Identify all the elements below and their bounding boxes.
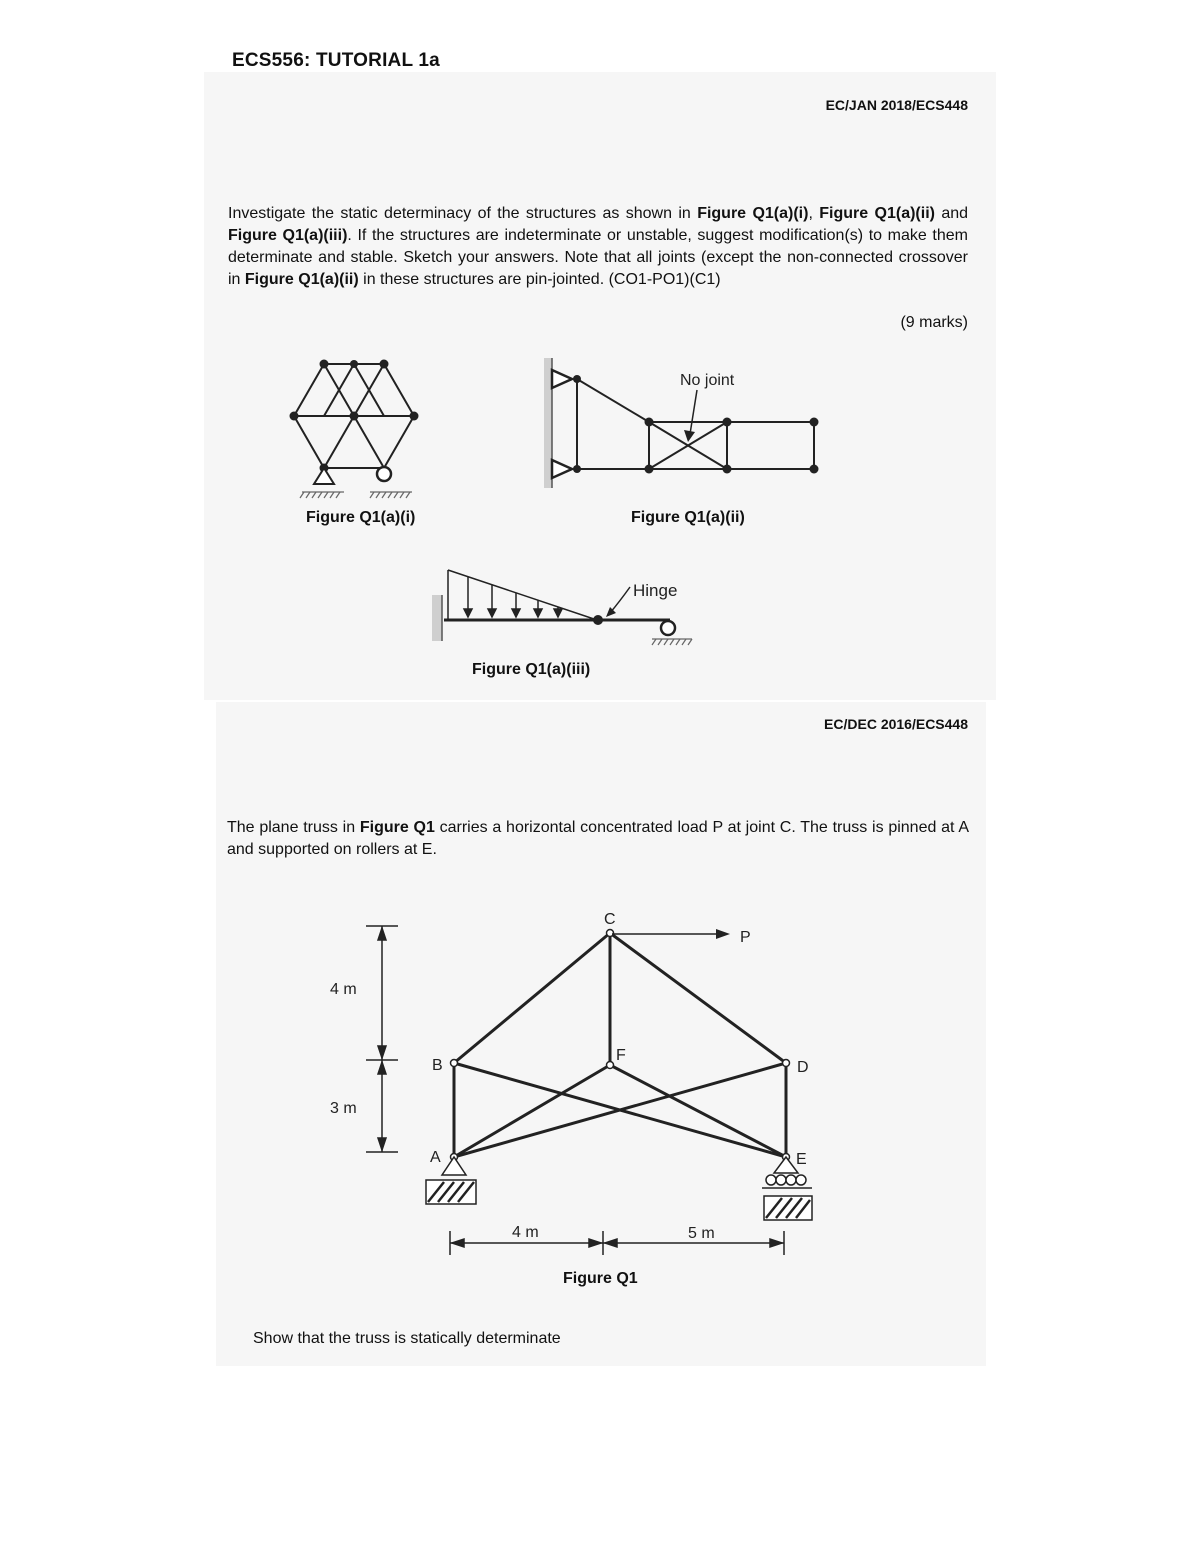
member-CD (610, 933, 786, 1063)
ground-hatch-icon (652, 639, 692, 645)
figure-q1a-i (280, 350, 440, 500)
pin-support-icon (442, 1157, 466, 1175)
pin-support-icon (314, 468, 334, 484)
pin-support-bottom-icon (552, 460, 572, 478)
truss-joints (451, 930, 790, 1161)
member-AF (454, 1065, 610, 1157)
figure-q1a-ii (540, 352, 830, 492)
figure-q1a-i-caption: Figure Q1(a)(i) (306, 509, 416, 526)
figure-q1-truss (320, 900, 840, 1270)
joint-label-C: C (604, 911, 616, 928)
dim-horizontal-left: 4 m (512, 1224, 539, 1241)
joint-label-F: F (616, 1047, 626, 1064)
joint-label-A: A (430, 1149, 441, 1166)
hinge-label: Hinge (633, 581, 678, 600)
ground-hatch-icon (426, 1180, 476, 1204)
distributed-load-arrows (464, 577, 562, 617)
q2-text: The plane truss in Figure Q1 carries a horizontal concentrated load P at joint C. The truss is pinned at A and supported on rollers at E. (227, 819, 970, 858)
roller-support-icon (377, 467, 391, 481)
q1-marks: (9 marks) (900, 314, 968, 331)
dim-horizontal-right: 5 m (688, 1225, 715, 1242)
q1-text: Investigate the static determinacy of the structures as shown in Figure Q1(a)(i), Figure Q1(a)(ii) and Figure Q1(a)(iii). If the structures are indeterminate or unstable, suggest modification(s) to make them determinate and stable. Sketch your answers. Note that all joints (except the non-connected crossover in Figure Q1(a)(ii) in these structures are pin-jointed. (CO1-PO1)(C1) (228, 205, 969, 288)
q2-exam-code: EC/DEC 2016/ECS448 (824, 716, 968, 732)
pointer-arrow-icon (684, 430, 695, 442)
pin-support-top-icon (552, 370, 572, 388)
figure-q1a-iii-caption: Figure Q1(a)(iii) (472, 661, 591, 678)
ground-hatch-icon (764, 1196, 812, 1220)
load-arrow-icon (716, 929, 730, 939)
hinge-icon (593, 615, 603, 625)
ground-hatch-icon (300, 492, 412, 498)
q2-task: Show that the truss is statically determinate (253, 1330, 561, 1347)
load-label: P (740, 929, 751, 946)
member-BC (454, 933, 610, 1063)
joint-label-B: B (432, 1057, 443, 1074)
horizontal-dimension (450, 1231, 784, 1255)
roller-support-icon (774, 1157, 798, 1173)
roller-support-icon (661, 621, 675, 635)
joint-label-D: D (797, 1059, 809, 1076)
figure-q1a-iii (430, 565, 710, 655)
figure-q1-caption: Figure Q1 (563, 1270, 638, 1287)
dim-vertical-top: 4 m (330, 981, 357, 998)
wall-icon (432, 595, 442, 641)
vertical-dimension (366, 926, 398, 1152)
document-title: ECS556: TUTORIAL 1a (232, 50, 440, 71)
joint-label-E: E (796, 1151, 807, 1168)
q1-exam-code: EC/JAN 2018/ECS448 (825, 97, 968, 113)
no-joint-label: No joint (680, 372, 735, 389)
member-FE (610, 1065, 786, 1157)
figure-q1a-ii-caption: Figure Q1(a)(ii) (631, 509, 745, 526)
truss-joints (573, 375, 819, 474)
dim-vertical-bottom: 3 m (330, 1100, 357, 1117)
